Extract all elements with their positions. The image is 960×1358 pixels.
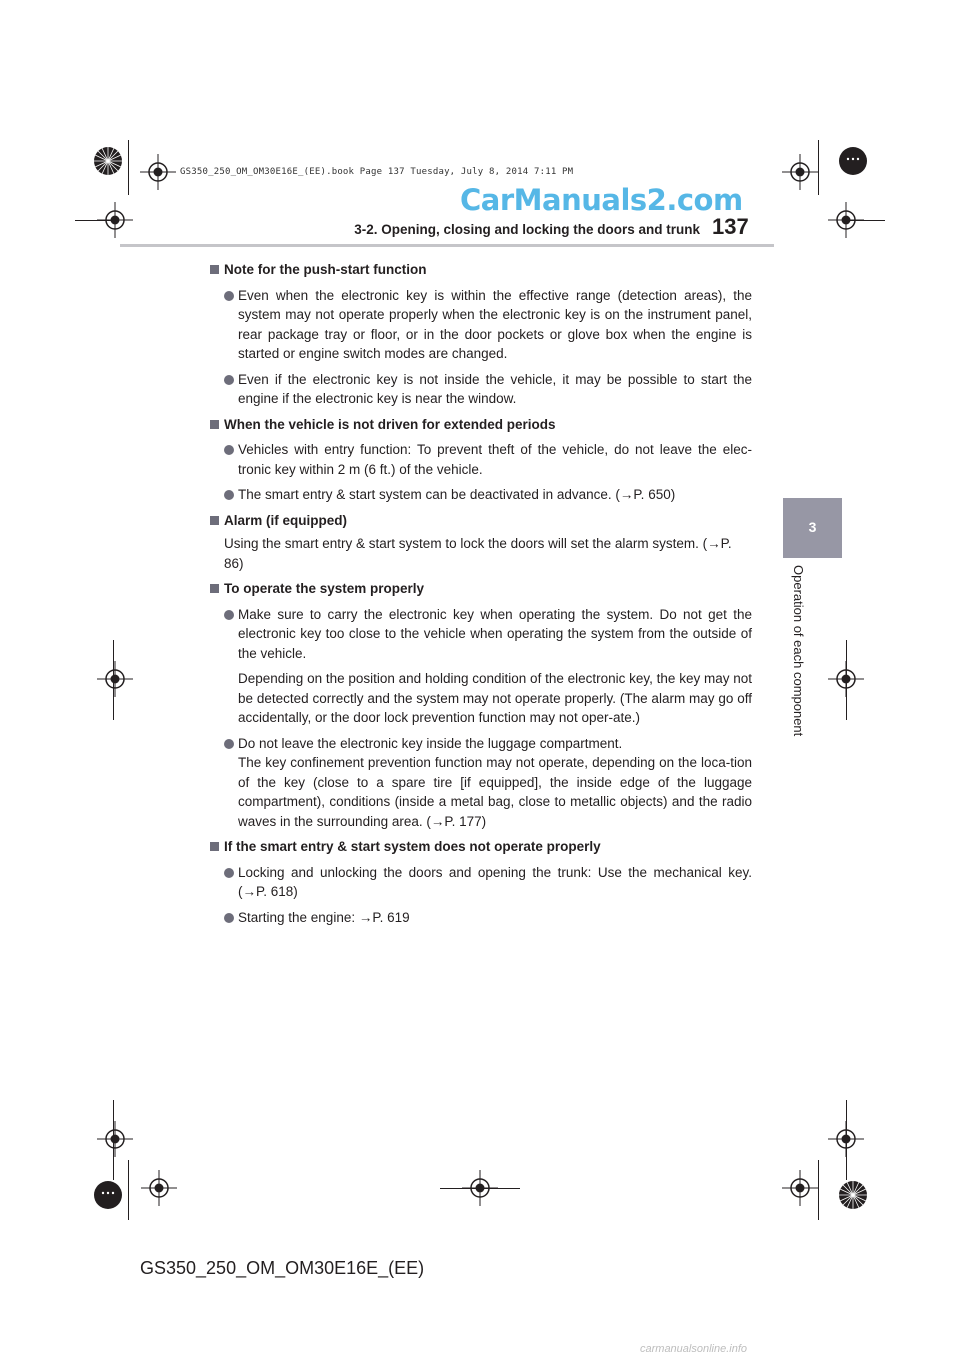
page-content [210,254,752,927]
trim-line [113,640,114,720]
bullet-item: Even when the electronic key is within the effective range (detection areas), the system may not operate properly when the electronic key is on the instrument panel, rear package tray or floor, or in the door pockets or glove box when the engine is started or engine switch modes are changed. [210,286,752,364]
trim-line [128,1160,129,1220]
manual-code: GS350_250_OM_OM30E16E_(EE) [140,1258,425,1278]
bullet-item: Do not leave the electronic key inside the luggage compartment. The key confinement prevention function may not operate, depending on the loca-tion of the key (close to a spare tire [if equipped], the inside edge of the luggage compartment), conditions (inside a metal bag, close to metallic objects) and the radio waves in the surrounding area. (→P. 177) [210,734,752,832]
chapter-title-text: Operation of each component [791,565,806,737]
registration-mark-icon [140,154,176,190]
round-bullet-icon [224,610,234,620]
bullet-continuation: Depending on the position and holding condition of the electronic key, the key may not be detected correctly and the system may not operate properly. (The alarm may go off accidentally, or the door lock prevention function may not oper-ate.) [238,671,752,725]
trim-line [846,1100,847,1180]
registration-mark-icon [97,661,133,697]
chapter-number: 3 [808,519,817,535]
registration-mark-icon [97,1121,133,1157]
bullet-item: The smart entry & start system can be deactivated in advance. (→P. 650) [210,485,752,505]
square-bullet-icon [210,842,219,851]
watermark: CarManuals2.com [460,183,743,217]
color-dot-icon [838,146,868,176]
section-heading: Note for the push-start function [210,260,752,280]
trim-line [440,1188,520,1189]
registration-mark-icon [141,1170,177,1206]
trim-line [846,640,847,720]
book-info: GS350_250_OM_OM30E16E_(EE).book Page 137 Tuesday, July 8, 2014 7:11 PM [180,167,574,177]
page-number: 137 [712,214,749,239]
site-watermark: carmanualsonline.info [640,1343,748,1355]
round-bullet-icon [224,375,234,385]
paragraph: Using the smart entry & start system to lock the doors will set the alarm system. (→P. 86) [224,536,732,571]
bullet-item: Make sure to carry the electronic key when operating the system. Do not get the electronic key too close to the vehicle when operating the system from the outside of the vehicle. [210,605,752,664]
chapter-title [790,565,810,765]
bullet-item: Vehicles with entry function: To prevent theft of the vehicle, do not leave the elec-tronic key within 2 m (6 ft.) of the vehicle. [210,440,752,479]
section-heading: To operate the system properly [210,579,752,599]
round-bullet-icon [224,739,234,749]
section-title: 3-2. Opening, closing and locking the doors and trunk [354,222,700,237]
square-bullet-icon [210,265,219,274]
trim-line [818,140,819,195]
section-heading: When the vehicle is not driven for extended periods [210,415,752,435]
section-heading: If the smart entry & start system does not operate properly [210,837,752,857]
round-bullet-icon [224,445,234,455]
round-bullet-icon [224,490,234,500]
color-dot-icon [93,1180,123,1210]
round-bullet-icon [224,291,234,301]
header-rule [120,244,774,247]
color-bar-icon [93,146,123,176]
bullet-item: Starting the engine: →P. 619 [210,908,752,928]
round-bullet-icon [224,913,234,923]
bullet-item: Even if the electronic key is not inside the vehicle, it may be possible to start the engine if the electronic key is near the window. [210,370,752,409]
trim-line [113,1100,114,1180]
square-bullet-icon [210,420,219,429]
section-heading: Alarm (if equipped) [210,511,752,531]
square-bullet-icon [210,584,219,593]
color-bar-icon [838,1180,868,1210]
trim-line [818,1160,819,1220]
round-bullet-icon [224,868,234,878]
bullet-item: Locking and unlocking the doors and opening the trunk: Use the mechanical key. (→P. 618) [210,863,752,902]
trim-line [75,220,115,221]
square-bullet-icon [210,516,219,525]
trim-line [128,140,129,195]
registration-mark-icon [782,1170,818,1206]
registration-mark-icon [782,154,818,190]
trim-line [845,220,885,221]
